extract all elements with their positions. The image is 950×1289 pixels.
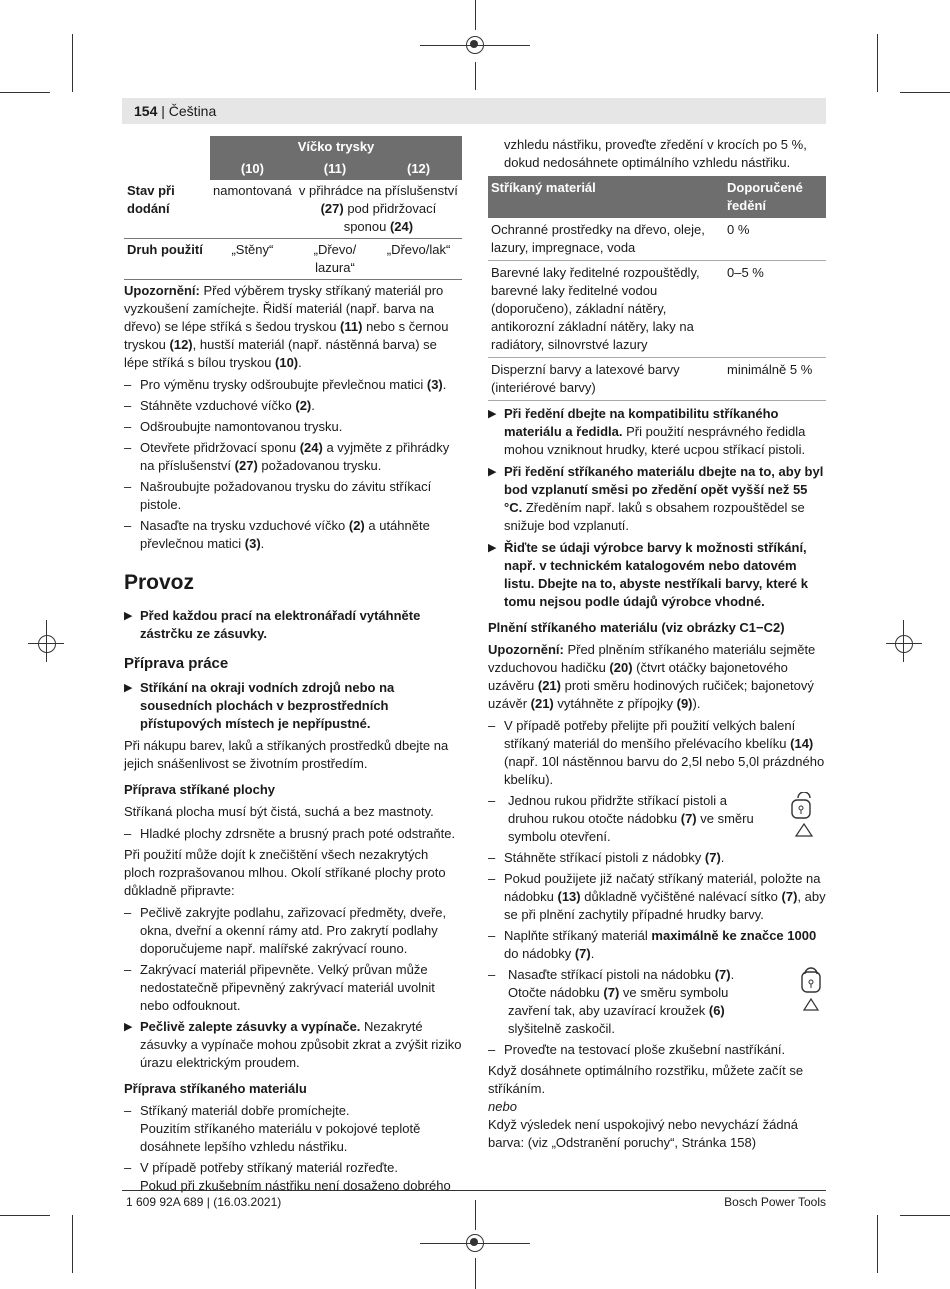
nozzle-col-11: (11) — [295, 158, 375, 180]
subsection-title-surface: Příprava stříkané plochy — [124, 782, 276, 797]
paragraph-surface: Stříkaná plocha musí být čistá, suchá a bez mastnoty. — [124, 804, 434, 819]
list-item: – Našroubujte požadovanou trysku do závitu stříkací pistole. — [124, 478, 462, 514]
crop-mark — [475, 1258, 476, 1289]
warning-flashpoint: ▶ Při ředění stříkaného materiálu dbejte na to, aby byl bod vzplanutí směsi po zředění opět vyšší než 55 °C. Zředěním např. laků s obsahem rozpouštědel se snižuje bod vzplanutí. — [488, 463, 826, 535]
registration-target-icon — [470, 40, 478, 48]
unlock-symbol-icon — [786, 792, 826, 843]
page-language: Čeština — [168, 103, 217, 119]
paragraph-end1: Když dosáhnete optimálního rozstřiku, můžete začít se stříkáním. — [488, 1063, 804, 1096]
section-title-priprava: Příprava práce — [124, 655, 229, 672]
list-item: – Pečlivě zakryjte podlahu, zařizovací předměty, dveře, okna, dveřní a okenní rámy atd. Pro zakrytí podlahy doporučujeme např. malířské zakrývací rouno. — [124, 904, 462, 958]
crop-mark — [475, 62, 476, 90]
nozzle-table — [124, 136, 462, 280]
paragraph-environment: Při nákupu barev, laků a stříkaných prostředků dbejte na jejich snášenlivost se životním prostředím. — [124, 738, 449, 771]
footer-doc-id: 1 609 92A 689 | (16.03.2021) — [126, 1195, 282, 1209]
list-item: – Hladké plochy zdrsněte a brusný prach poté odstraňte. — [124, 825, 462, 843]
table-row: Disperzní barvy a latexové barvy (interiérové barvy) minimálně 5 % — [488, 358, 826, 401]
warning-unplug: ▶ Před každou prací na elektronářadí vytáhněte zástrčku ze zásuvky. — [124, 607, 462, 643]
row-label-usage: Druh použití — [124, 239, 210, 280]
crop-mark — [900, 1215, 950, 1216]
list-item: – V případě potřeby přelijte při použití velkých balení stříkaný materiál do menšího přelévacího kbelíku (14) (např. 10l nástěnnou barvu do 2,5l nebo 5,0l prázdného kbelíku). — [488, 717, 826, 789]
list-item: – Odšroubujte namontovanou trysku. — [124, 418, 462, 436]
crop-mark — [0, 92, 50, 93]
list-item: – Nasaďte na trysku vzduchové víčko (2) a utáhněte převlečnou matici (3). — [124, 517, 462, 553]
registration-target-icon — [895, 635, 913, 653]
row-label-delivery: Stav při dodání — [124, 180, 210, 239]
paragraph-end2: Když výsledek není uspokojivý nebo nevychází žádná barva: (viz „Odstranění poruchy“, Stránka 158) — [488, 1117, 799, 1150]
list-item: – Stáhněte stříkací pistoli z nádobky (7). — [488, 849, 826, 867]
paragraph-or: nebo — [488, 1099, 517, 1114]
table-header-material: Stříkaný materiál — [488, 176, 724, 218]
lock-symbol-icon — [796, 966, 826, 1017]
subsection-title-filling: Plnění stříkaného materiálu (viz obrázky C1−C2) — [488, 620, 785, 635]
list-item: – Otevřete přidržovací sponu (24) a vyjměte z přihrádky na příslušenství (27) požadovanou trysku. — [124, 439, 462, 475]
list-item: – Pro výměnu trysky odšroubujte převlečnou matici (3). — [124, 376, 462, 394]
list-item: – Naplňte stříkaný materiál maximálně ke značce 1000 do nádobky (7). — [488, 927, 826, 963]
registration-target-icon — [38, 635, 56, 653]
cell-delivery-10: namontovaná — [210, 180, 295, 239]
nozzle-col-10: (10) — [210, 158, 295, 180]
list-item: – Stříkaný materiál dobře promíchejte. Pouzitím stříkaného materiálu v pokojové teplotě dosáhnete lepšího vzhledu nástřiku. — [124, 1102, 462, 1156]
nozzle-col-12: (12) — [375, 158, 462, 180]
cell-usage-11: „Dřevo/ lazura“ — [295, 239, 375, 280]
list-item: – V případě potřeby stříkaný materiál rozřeďte. Pokud při zkušebním nástřiku není dosaženo dobrého — [124, 1159, 462, 1195]
list-item: – Pokud použijete již načatý stříkaný materiál, položte na nádobku (13) důkladně vyčištěné nalévací sítko (7), aby se při plnění zachytily případné hrudky barvy. — [488, 870, 826, 924]
filling-note: Upozornění: Před plněním stříkaného materiálu sejměte vzduchovou hadičku (20) (čtvrt otáčky bajonetového uzávěru (21) proti směru hodinových ručiček; bajonetový uzávěr (21) vytáhněte z přípojky (9)). — [488, 642, 816, 711]
table-header-thinning: Doporučené ředění — [724, 176, 826, 218]
crop-mark — [475, 1200, 476, 1230]
nozzle-table-title: Víčko trysky — [210, 136, 462, 158]
page-number: 154 — [134, 103, 158, 119]
table-row: Barevné laky ředitelné rozpouštědly, barevné laky ředitelné vodou (doporučeno), základní nátěry, antikorozní základní nátěry, laky na radiátory, silnovrstvé lazury 0–5 % — [488, 261, 826, 358]
crop-mark — [877, 1215, 878, 1273]
crop-mark — [72, 34, 73, 92]
crop-mark — [475, 0, 476, 30]
crop-mark — [72, 1215, 73, 1273]
list-item: – Proveďte na testovací ploše zkušební nastříkání. — [488, 1041, 826, 1059]
paragraph-continued: vzhledu nástřiku, proveďte zředění v krocích po 5 %, dokud nedosáhnete optimálního vzhledu nástřiku. — [504, 137, 807, 170]
footer-brand: Bosch Power Tools — [724, 1195, 826, 1209]
left-column — [124, 136, 462, 1198]
crop-mark — [0, 1215, 50, 1216]
subsection-title-material: Příprava stříkaného materiálu — [124, 1081, 307, 1096]
list-item: – Zakrývací materiál připevněte. Velký průvan může nedostatečně připevněný zakrývací materiál uvolnit nebo odfouknout. — [124, 961, 462, 1015]
list-item: – Nasaďte stříkací pistoli na nádobku (7). Otočte nádobku (7) ve směru symbolu zavření tak, aby uzavírací kroužek (6) slyšitelně zaskočil. — [488, 966, 826, 1038]
nozzle-note: Upozornění: Před výběrem trysky stříkaný materiál pro vyzkoušení zamíchejte. Řidší materiál (např. barva na dřevo) se lépe stříká s šedou tryskou (11) nebo s černou tryskou (12), hustší materiál (např. nástěnná barva) se lépe stříká s bílou tryskou (10). — [124, 283, 449, 370]
registration-target-icon — [470, 1238, 478, 1246]
right-column — [488, 136, 826, 1156]
list-item: – Jednou rukou přidržte stříkací pistoli a druhou rukou otočte nádobku (7) ve směru symbolu otevření. — [488, 792, 826, 846]
section-title-provoz: Provoz — [124, 571, 195, 594]
warning-compat: ▶ Při ředění dbejte na kompatibilitu stříkaného materiálu a ředidla. Při použití nesprávného ředidla mohou vzniknout hrudky, které ucpou stříkací pistoli. — [488, 405, 826, 459]
warning-water: ▶ Stříkání na okraji vodních zdrojů nebo na sousedních plochách v bezprostředních přístupových místech je nepřípustné. — [124, 679, 462, 733]
crop-mark — [900, 92, 950, 93]
list-item: – Stáhněte vzduchové víčko (2). — [124, 397, 462, 415]
cell-usage-10: „Stěny“ — [210, 239, 295, 280]
cell-delivery-11-12: v přihrádce na příslušenství (27) pod přidržovací sponou (24) — [295, 180, 462, 239]
cell-usage-12: „Dřevo/lak“ — [375, 239, 462, 280]
page-footer — [122, 1190, 826, 1209]
thinning-table — [488, 176, 826, 401]
warning-manufacturer: ▶ Řiďte se údaji výrobce barvy k možnosti stříkání, např. v technickém katalogovém nebo datovém listu. Dbejte na to, abyste nestříkali barvy, které k tomu nejsou podle údajů výrobce vhodné. — [488, 539, 826, 611]
paragraph-mist: Při použití může dojít k znečištění všech nezakrytých ploch rozprašovanou mlhou. Okolí stříkané plochy proto důkladně připravte: — [124, 847, 446, 898]
warning-sockets: ▶ Pečlivě zalepte zásuvky a vypínače. Nezakryté zásuvky a vypínače mohou způsobit zkrat a zvýšit riziko úrazu elektrickým proudem. — [124, 1018, 462, 1072]
page-header: 154 | Čeština — [122, 98, 826, 124]
table-row: Ochranné prostředky na dřevo, oleje, lazury, impregnace, voda 0 % — [488, 218, 826, 261]
crop-mark — [877, 34, 878, 92]
